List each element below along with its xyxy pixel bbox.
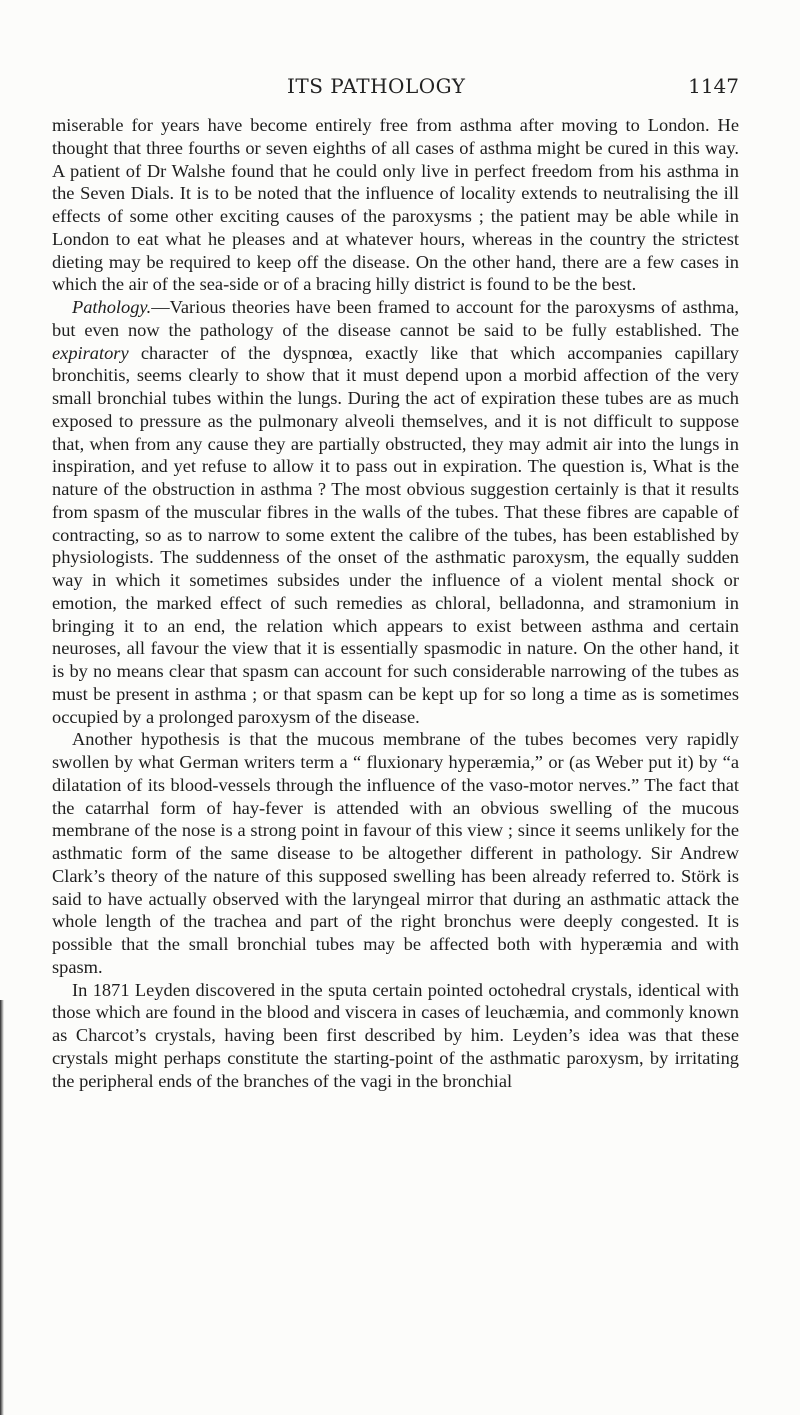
page-number: 1147 [688,74,739,98]
paragraph-leyden [52,979,739,1093]
running-title: ITS PATHOLOGY [287,74,466,98]
paragraph-pathology [52,296,739,728]
body-text [52,114,739,1092]
text-run: Another hypothesis is that the mucous membrane of the tubes becomes very rapidly swollen by what German writers term a “ fluxionary hyperæmia,” or (as Weber put it) by “a dilatation of its blood-vessels through the influence of the vaso-motor nerves.” The fact that the catarrhal form of hay-fever is attended with an obvious swelling of the mucous membrane of the nose is a strong point in favour of this view ; since it seems unlikely for the asthmatic form of the same disease to be altogether different in pathology. Sir Andrew Clark’s theory of the nature of this supposed swelling has been already referred to. Störk is said to have actually observed with the laryngeal mirror that during an asthmatic attack the whole length of the trachea and part of the right bronchus were deeply congested. It is possible that the small bronchial tubes may be affected both with hyperæmia and with spasm. [52,729,739,977]
scan-edge-shadow [0,1000,4,1415]
text-run: In 1871 Leyden discovered in the sputa certain pointed octohedral crystals, identical with those which are found in the blood and viscera in cases of leuchæmia, and commonly known as Charcot’s crystals, having been first described by him. Leyden’s idea was that these crystals might perhaps constitute the starting-point of the asthmatic paroxysm, by irritating the peripheral ends of the branches of the vagi in the bronchial [52,979,739,1091]
text-run: —Various theories have been framed to account for the paroxysms of asthma, but even now the pathology of the disease cannot be said to be fully established. The [52,297,739,340]
emphasis-expiratory: expiratory [52,342,129,363]
paragraph-hyperaemia [52,728,739,978]
text-run: miserable for years have become entirely free from asthma after moving to London. He thought that three fourths or seven eighths of all cases of asthma might be cured in this way. A patient of Dr Walshe found that he could only live in perfect freedom from his asthma in the Seven Dials. It is to be noted that the influence of locality extends to neutralising the ill effects of some other exciting causes of the paroxysms ; the patient may be able while in London to eat what he pleases and at whatever hours, whereas in the country the strictest dieting may be required to keep off the disease. On the other hand, there are a few cases in which the air of the sea-side or of a bracing hilly district is found to be the best. [52,115,739,295]
running-head [52,74,739,104]
paragraph-continued [52,114,739,296]
text-run: character of the dyspnœa, exactly like that which accompanies capillary bronchitis, seems clearly to show that it must depend upon a morbid affection of the very small bronchial tubes within the lungs. During the act of expiration these tubes are as much exposed to pressure as the pulmonary alveoli themselves, and it is not difficult to suppose that, when from any cause they are partially obstructed, they may admit air into the lungs in inspiration, and yet refuse to allow it to pass out in expiration. The question is, What is the nature of the obstruction in asthma ? The most obvious suggestion certainly is that it results from spasm of the muscular fibres in the walls of the tubes. That these fibres are capable of contracting, so as to narrow to some extent the calibre of the tubes, has been established by physiologists. The suddenness of the onset of the asthmatic paroxysm, the equally sudden way in which it sometimes subsides under the influence of a violent mental shock or emotion, the marked effect of such remedies as chloral, belladonna, and stramonium in bringing it to an end, the relation which appears to exist between asthma and certain neuroses, all favour the view that it is essentially spasmodic in nature. On the other hand, it is by no means clear that spasm can account for such considerable narrowing of the tubes as must be present in asthma ; or that spasm can be kept up for so long a time as is sometimes occupied by a prolonged paroxysm of the disease. [52,342,739,727]
section-heading-pathology: Pathology. [72,297,152,317]
